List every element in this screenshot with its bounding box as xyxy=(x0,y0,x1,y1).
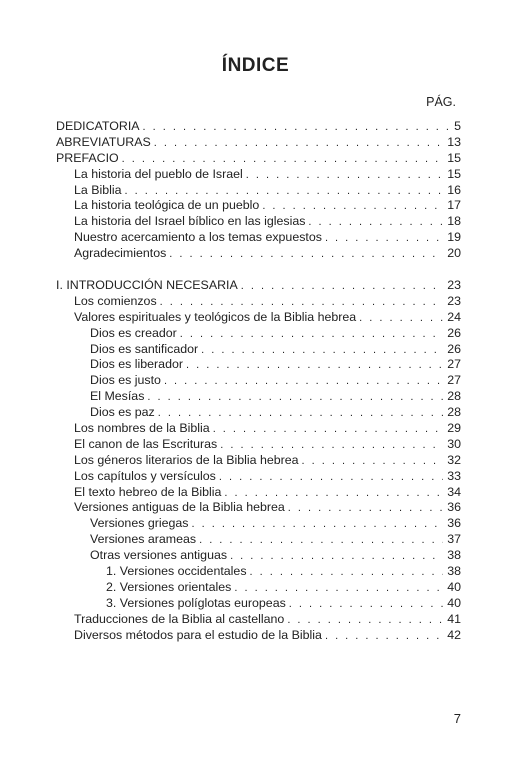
toc-entry-page: 15 xyxy=(447,166,461,181)
toc-entry-page: 15 xyxy=(447,150,461,165)
toc-entry xyxy=(56,580,461,596)
toc-entry-page: 38 xyxy=(447,564,461,579)
toc-entry-page: 24 xyxy=(447,309,461,324)
toc-entry-title: DEDICATORIA xyxy=(56,119,140,133)
toc-entry-page: 34 xyxy=(447,484,461,499)
toc-entry-title: Versiones arameas xyxy=(90,532,197,547)
table-of-contents xyxy=(56,119,461,644)
toc-entry-page: 23 xyxy=(447,278,461,293)
toc-entry-title: El texto hebreo de la Biblia xyxy=(74,484,222,499)
toc-leader-dots xyxy=(213,422,444,438)
toc-leader-dots xyxy=(219,470,443,486)
toc-entry xyxy=(56,135,461,151)
toc-entry xyxy=(56,119,461,135)
toc-entry xyxy=(56,469,461,485)
toc-entry-title: La historia del pueblo de Israel xyxy=(74,166,243,181)
page-number: 7 xyxy=(453,711,461,726)
toc-entry-page: 40 xyxy=(447,595,461,610)
toc-entry xyxy=(56,516,461,532)
toc-entry-page: 13 xyxy=(447,134,461,149)
toc-entry-page: 36 xyxy=(447,516,461,531)
toc-entry-page: 29 xyxy=(447,421,461,436)
toc-leader-dots xyxy=(192,517,444,533)
toc-entry xyxy=(56,230,461,246)
toc-entry-title: Dios es justo xyxy=(90,373,161,388)
toc-leader-dots xyxy=(164,374,443,390)
toc-entry-title: Dios es paz xyxy=(90,405,155,420)
toc-entry-title: Los géneros literarios de la Biblia hebrea xyxy=(74,452,299,467)
toc-entry xyxy=(56,564,461,580)
toc-entry-title: Versiones griegas xyxy=(90,516,189,531)
toc-entry-page: 36 xyxy=(447,500,461,515)
toc-entry-title: La historia del Israel bíblico en las iglesias xyxy=(74,214,306,229)
toc-leader-dots xyxy=(158,406,443,422)
toc-entry-page: 28 xyxy=(447,389,461,404)
toc-entry-title: Valores espirituales y teológicos de la Biblia hebrea xyxy=(74,309,357,324)
toc-entry xyxy=(56,198,461,214)
toc-entry-page: 19 xyxy=(447,230,461,245)
toc-leader-dots xyxy=(186,358,443,374)
toc-entry-title: Los comienzos xyxy=(74,293,157,308)
toc-entry-page: 27 xyxy=(447,373,461,388)
toc-entry xyxy=(56,612,461,628)
toc-entry-title: Diversos métodos para el estudio de la Biblia xyxy=(74,627,322,642)
toc-entry xyxy=(56,183,461,199)
toc-leader-dots xyxy=(220,438,443,454)
toc-entry-page: 5 xyxy=(454,119,461,133)
toc-entry-title: Otras versiones antiguas xyxy=(90,548,228,563)
toc-leader-dots xyxy=(230,549,443,565)
toc-entry-page: 30 xyxy=(447,436,461,451)
toc-leader-dots xyxy=(262,199,443,215)
toc-leader-dots xyxy=(143,120,451,136)
toc-entry xyxy=(56,485,461,501)
toc-entry-title: 2. Versiones orientales xyxy=(106,579,232,594)
toc-leader-dots xyxy=(122,152,444,168)
toc-entry-title: 1. Versiones occidentales xyxy=(106,564,247,579)
toc-entry-title: 3. Versiones políglotas europeas xyxy=(106,595,286,610)
toc-entry xyxy=(56,389,461,405)
toc-entry xyxy=(56,342,461,358)
toc-leader-dots xyxy=(160,295,444,311)
toc-leader-dots xyxy=(199,533,443,549)
toc-entry xyxy=(56,357,461,373)
toc-entry-title: Nuestro acercamiento a los temas expuestos xyxy=(74,230,322,245)
toc-leader-dots xyxy=(250,565,444,581)
toc-leader-dots xyxy=(224,486,443,502)
toc-leader-dots xyxy=(241,279,443,295)
toc-entry xyxy=(56,246,461,262)
toc-leader-dots xyxy=(154,136,443,152)
toc-entry-page: 17 xyxy=(447,198,461,213)
toc-entry xyxy=(56,167,461,183)
toc-leader-dots xyxy=(147,390,443,406)
toc-entry-title: El Mesías xyxy=(90,389,145,404)
toc-entry-page: 27 xyxy=(447,357,461,372)
toc-entry xyxy=(56,532,461,548)
toc-entry xyxy=(56,373,461,389)
toc-entry-title: Traducciones de la Biblia al castellano xyxy=(74,611,285,626)
toc-entry-title: Dios es creador xyxy=(90,325,177,340)
toc-entry-page: 28 xyxy=(447,405,461,420)
toc-entry xyxy=(56,596,461,612)
toc-entry-title: Agradecimientos xyxy=(74,246,167,261)
toc-entry-title: I. INTRODUCCIÓN NECESARIA xyxy=(56,278,238,293)
toc-leader-dots xyxy=(201,343,443,359)
toc-entry-page: 18 xyxy=(447,214,461,229)
toc-entry xyxy=(56,294,461,310)
toc-entry xyxy=(56,437,461,453)
toc-entry-page: 37 xyxy=(447,532,461,547)
toc-entry xyxy=(56,548,461,564)
toc-entry-page: 42 xyxy=(447,627,461,642)
toc-entry-page: 40 xyxy=(447,579,461,594)
toc-entry-page: 33 xyxy=(447,468,461,483)
page-column-header: PÁG. xyxy=(426,95,456,109)
page-title: ÍNDICE xyxy=(221,55,290,76)
toc-entry xyxy=(56,628,461,644)
toc-entry-page: 23 xyxy=(447,293,461,308)
toc-entry-title: Versiones antiguas de la Biblia hebrea xyxy=(74,500,285,515)
toc-entry xyxy=(56,151,461,167)
toc-leader-dots xyxy=(325,629,443,645)
toc-leader-dots xyxy=(169,247,443,263)
toc-leader-dots xyxy=(234,581,443,597)
toc-entry xyxy=(56,453,461,469)
toc-entry-title: La Biblia xyxy=(74,182,122,197)
toc-entry xyxy=(56,310,461,326)
toc-leader-dots xyxy=(180,327,443,343)
toc-entry-title: PREFACIO xyxy=(56,150,119,165)
toc-entry-page: 32 xyxy=(447,452,461,467)
toc-chapter-entry xyxy=(56,278,461,294)
toc-leader-dots xyxy=(289,597,443,613)
toc-entry-title: Los nombres de la Biblia xyxy=(74,421,210,436)
toc-leader-dots xyxy=(287,613,443,629)
toc-entry xyxy=(56,214,461,230)
toc-entry-page: 20 xyxy=(447,246,461,261)
toc-leader-dots xyxy=(288,501,443,517)
toc-leader-dots xyxy=(302,454,444,470)
toc-entry-title: El canon de las Escrituras xyxy=(74,436,218,451)
toc-entry-page: 26 xyxy=(447,341,461,356)
toc-entry-title: Dios es santificador xyxy=(90,341,199,356)
toc-entry-title: Los capítulos y versículos xyxy=(74,468,216,483)
toc-leader-dots xyxy=(308,215,443,231)
toc-entry xyxy=(56,326,461,342)
toc-entry-page: 41 xyxy=(447,611,461,626)
toc-entry-page: 38 xyxy=(447,548,461,563)
toc-leader-dots xyxy=(325,231,443,247)
toc-entry-page: 16 xyxy=(447,182,461,197)
toc-entry xyxy=(56,421,461,437)
toc-entry-title: Dios es liberador xyxy=(90,357,183,372)
toc-entry xyxy=(56,500,461,516)
toc-entry-title: ABREVIATURAS xyxy=(56,134,151,149)
toc-leader-dots xyxy=(359,311,443,327)
toc-entry xyxy=(56,405,461,421)
toc-entry-title: La historia teológica de un pueblo xyxy=(74,198,260,213)
toc-leader-dots xyxy=(246,168,443,184)
toc-entry-page: 26 xyxy=(447,325,461,340)
toc-leader-dots xyxy=(125,184,444,200)
